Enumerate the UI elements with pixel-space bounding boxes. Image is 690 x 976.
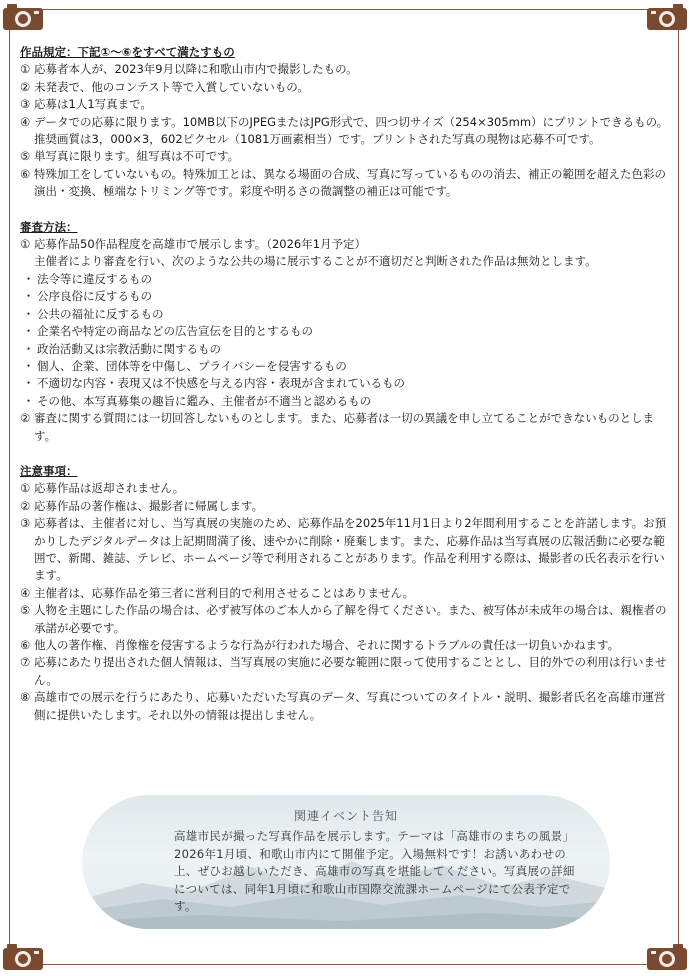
bullet-mark: ・ [22, 324, 35, 339]
list-item [20, 61, 672, 78]
item-number: ⑤ [20, 149, 31, 164]
item-text: 応募作品は返却されません。 [34, 481, 185, 496]
list-item [20, 637, 672, 654]
bullet-item [20, 358, 672, 375]
bullet-text: 企業名や特定の商品などの広告宣伝を目的とするもの [37, 324, 313, 339]
item-text: 審査に関する質問には一切回答しないものとします。また、応募者は一切の異議を申し立てることができないものとします。 [34, 411, 655, 443]
bullet-item [20, 288, 672, 305]
list-item [20, 96, 672, 113]
list-item [20, 689, 672, 724]
item-text: 応募にあたり提出された個人情報は、当写真展の実施に必要な範囲に限って使用することとし、目的外での利用は行いません。 [34, 655, 667, 687]
list-item [20, 515, 672, 585]
review-note: 主催者により審査を行い、次のような公共の場に展示することが不適切だと判断された作品は無効とします。 [34, 254, 597, 269]
list-item [20, 498, 672, 515]
camera-icon [645, 0, 689, 32]
bullet-mark: ・ [22, 306, 35, 321]
bullet-mark: ・ [22, 393, 35, 408]
bullet-mark: ・ [22, 376, 35, 391]
item-text: 人物を主題にした作品の場合は、必ず被写体のご本人から了解を得てください。また、被写体が未成年の場合は、親権者の承諾が必要です。 [34, 603, 667, 635]
item-text: 応募者本人が、2023年9月以降に和歌山市内で撮影したもの。 [34, 62, 358, 77]
bullet-text: 公序良俗に反するもの [37, 289, 152, 304]
list-item [20, 410, 672, 445]
list-item [20, 166, 672, 201]
regulations-heading: 作品規定：下記①～⑥をすべて満たすもの [20, 45, 235, 59]
item-number: ② [20, 79, 31, 94]
item-text: 主催者は、応募作品を第三者に営利目的で利用させることはありません。 [34, 585, 415, 600]
bullet-text: 政治活動又は宗教活動に関するもの [37, 341, 221, 356]
item-text: 高雄市での展示を行うにあたり、応募いただいた写真のデータ、写真についてのタイトル・説明、撮影者氏名を高雄市運営側に提供いたします。それ以外の情報は提出しません。 [34, 690, 666, 722]
item-text: 他人の著作権、肖像権を侵害するような行為が行われた場合、それに関するトラブルの責任は一切負いかねます。 [34, 638, 620, 652]
item-text: データでの応募に限ります。10MB以下のJPEGまたはJPG形式で、四つ切サイズ（254×305mm）にプリントできるもの。推奨画質は3，000×3，602ピクセル（1081万画素相当）です。プリントされた写真の現物は応募不可です。 [34, 114, 669, 147]
bullet-text: 法令等に違反するもの [37, 271, 152, 286]
regulations-section [20, 44, 672, 201]
item-text: 応募作品50作品程度を高雄市で展示します。（2026年1月予定） [34, 237, 367, 252]
list-item [20, 114, 672, 149]
item-number: ⑤ [20, 603, 31, 618]
list-item [20, 79, 672, 96]
bullet-text: 不適切な内容・表現又は不快感を与える内容・表現が含まれているもの [37, 376, 405, 391]
item-text: 未発表で、他のコンテスト等で入賞していないもの。 [34, 79, 309, 94]
review-section [20, 219, 672, 445]
item-number: ① [20, 237, 31, 252]
item-text: 応募作品の著作権は、撮影者に帰属します。 [34, 498, 264, 513]
bullet-item [20, 306, 672, 323]
item-text: 特殊加工をしていないもの。特殊加工とは、異なる場面の合成、写真に写っているものの消去、補正の範囲を超えた色彩の演出・変換、極端なトリミング等です。彩度や明るさの微調整の補正は可能です。 [34, 166, 667, 199]
camera-icon [645, 940, 689, 972]
list-item [20, 148, 672, 165]
camera-icon [1, 0, 45, 32]
bullet-item [20, 393, 672, 410]
bullet-mark: ・ [22, 341, 35, 356]
item-number: ⑥ [20, 638, 31, 652]
bullet-item [20, 341, 672, 358]
item-number: ② [20, 498, 31, 513]
bullet-item [20, 271, 672, 288]
item-text: 単写真に限ります。組写真は不可です。 [34, 149, 240, 164]
bullet-item [20, 375, 672, 392]
review-heading: 審査方法： [20, 219, 78, 234]
list-item [20, 654, 672, 689]
item-number: ⑥ [20, 166, 31, 181]
list-item [20, 585, 672, 602]
bullet-mark: ・ [22, 358, 35, 373]
item-number: ② [20, 411, 31, 426]
item-number: ③ [20, 516, 31, 531]
document-body [20, 44, 672, 742]
bullet-text: 個人、企業、団体等を中傷し、プライバシーを侵害するもの [37, 358, 347, 373]
item-number: ① [20, 481, 31, 496]
bullet-item [20, 323, 672, 340]
bullet-text: その他、本写真募集の趣旨に鑑み、主催者が不適当と認めるもの [37, 393, 372, 408]
notes-heading: 注意事項： [20, 463, 78, 478]
item-text: 応募者は、主催者に対し、当写真展の実施のため、応募作品を2025年11月1日より2年間利用することを許諾します。お預かりしたデジタルデータは上記期間満了後、速やかに削除・廃棄します。また、応募作品は当写真展の広報活動に必要な範囲で、新聞、雑誌、テレビ、ホームページ等で利用されることがあります。作品を利用する際は、撮影者の氏名表示を行います。 [34, 516, 667, 583]
notes-section [20, 463, 672, 724]
item-number: ⑦ [20, 655, 31, 670]
item-number: ① [20, 62, 31, 77]
list-item [20, 480, 672, 497]
event-banner [82, 795, 610, 929]
item-number: ⑧ [20, 690, 31, 705]
event-description: 高雄市民が撮った写真作品を展示します。テーマは「高雄市のまちの風景」2026年1月頃、和歌山市内にて開催予定。入場無料です！お誘いあわせの上、ぜひお越しいただき、高雄市の写真を堪能してください。写真展の詳細については、同年1月頃に和歌山市国際交流課ホームページにて公表予定です。 [174, 829, 575, 913]
bullet-mark: ・ [22, 271, 35, 286]
event-title: 関連イベント告知 [293, 809, 398, 823]
list-item [20, 236, 672, 253]
item-number: ③ [20, 97, 31, 112]
camera-icon [1, 940, 45, 972]
bullet-mark: ・ [22, 289, 35, 304]
list-item [20, 602, 672, 637]
item-text: 応募は1人1写真まで。 [34, 97, 152, 112]
bullet-text: 公共の福祉に反するもの [37, 306, 164, 321]
item-number: ④ [20, 114, 31, 129]
item-number: ④ [20, 585, 31, 600]
